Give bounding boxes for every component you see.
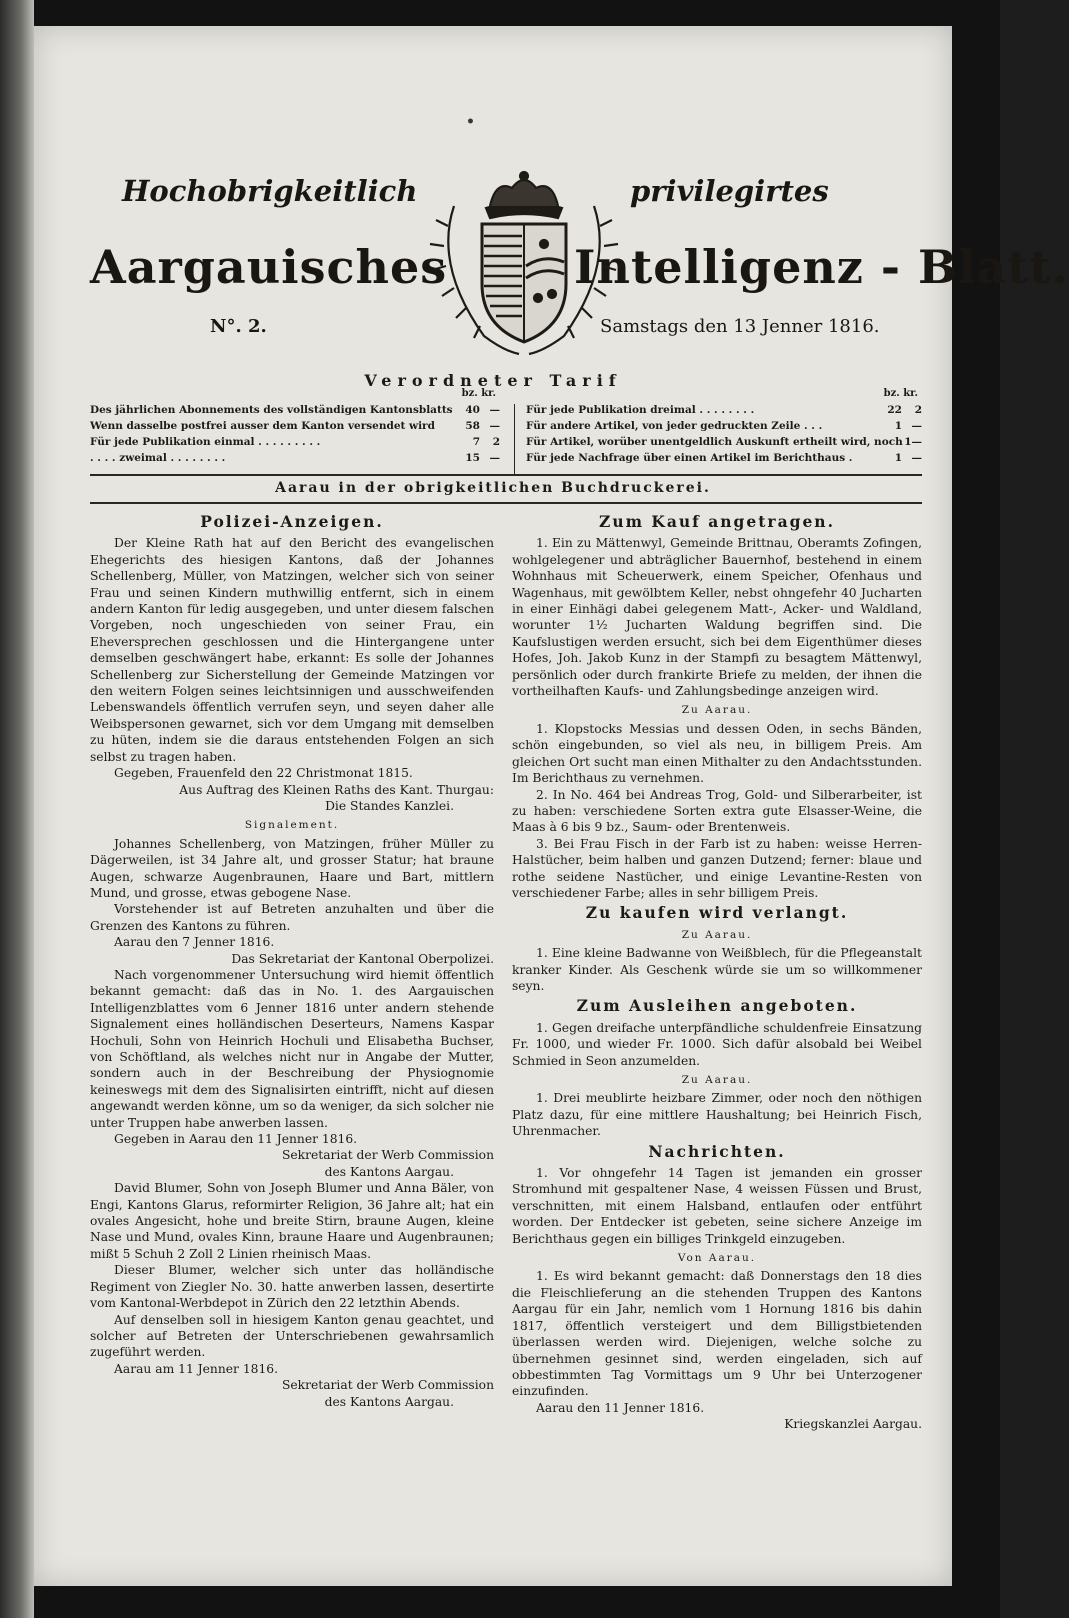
page-mark: • [466, 114, 475, 130]
tarif-row: Des jährlichen Abonnements des vollständigen Kantonsblatts 40 — [90, 404, 500, 416]
notice-text: Vorstehender ist auf Betreten anzuhalten und über die Grenzen des Kantons zu führen. [90, 902, 494, 933]
notice-date: Gegeben in Aarau den 11 Jenner 1816. [114, 1132, 358, 1147]
tarif-divider [514, 404, 515, 474]
printer-line: Aarau in der obrigkeitlichen Buchdruckerei. [275, 480, 711, 496]
notice-signature: Kriegskanzlei Aargau. [784, 1417, 922, 1432]
issue-date: Samstags den 13 Jenner 1816. [600, 316, 880, 337]
issue-number: N°. 2. [210, 316, 267, 337]
notice-signature: Aus Auftrag des Kleinen Raths des Kant. Thurgau: [179, 782, 494, 797]
notice-text: Nach vorgenommener Untersuchung wird hiemit öffentlich bekannt gemacht: daß das in No. 1. des Aargauischen Intelligenzblattes vom 6 Jenner 1816 unter andern stehende Signalement eines holländischen Deserteurs, Namens Kaspar Hochuli, Sohn von Heinrich Hochuli und Elisabetha Buchser, von Schöftland, als welches nicht nur in Angabe der Mutter, sondern auch in der Beschreibung der Physiognomie keineswegs mit dem des Signalisirten eintrifft, nicht auf diesen angewandt werden könne, um so da weniger, da sich solcher nie unter Truppen habe anwerben lassen. [90, 967, 494, 1130]
section-heading: Nachrichten. [648, 1141, 786, 1161]
notice-text: 1. Eine kleine Badwanne von Weißblech, für die Pflegeanstalt kranker Kinder. Als Geschenk würde sie um so willkommener seyn. [512, 946, 922, 993]
tarif-title: Verordneter Tarif [364, 371, 622, 390]
notice-text: 3. Bei Frau Fisch in der Farb ist zu haben: weisse Herren-Halstücher, beim halben und ganzen Dutzend; ferner: blaue und rothe seidene Nastücher, und einige Levantine-Resten von verschiedener Farbe; alles in sehr billigem Preis. [512, 836, 922, 900]
newspaper-page [34, 26, 1069, 1586]
notice-date: Gegeben, Frauenfeld den 22 Christmonat 1815. [114, 766, 413, 781]
section-heading: Zum Ausleihen angeboten. [576, 996, 858, 1016]
masthead-left-title: Aargauisches [90, 240, 448, 294]
masthead-right-line1: privilegirtes [630, 174, 829, 208]
notice-date: Aarau den 11 Jenner 1816. [536, 1400, 705, 1415]
notice-text: 2. In No. 464 bei Andreas Trog, Gold- und Silberarbeiter, ist zu haben: verschiedene Sorten extra gute Elsasser-Weine, die Maas à 6 bis 9 bz., Saum- oder Brentenweis. [512, 787, 922, 835]
tarif-row: Für jede Publikation einmal . . . . . . . . . 7 2 [90, 436, 500, 448]
tarif-row: Für andere Artikel, von jeder gedruckten Zeile . . . 1 — [526, 420, 922, 432]
notice-text: 1. Ein zu Mättenwyl, Gemeinde Brittnau, Oberamts Zofingen, wohlgelegener und abträglicher Bauernhof, bestehend in einem Wohnhaus mit Scheuerwerk, einem Speicher, Ofenhaus und Wagenhaus, mit gewölbtem Keller, nebst ohngefehr 40 Jucharten in einer Einhägi dabei gelegenem Matt-, Acker- und Waldland, worunter 1½ Jucharten Waldung begriffen sind. Die Kaufslustigen werden ersucht, sich bei dem Eigenthümer dieses Hofes, Joh. Jakob Kunz in der Stampfi zu besagtem Mättenwyl, persönlich oder durch frankirte Briefe zu melden, der ihnen die vortheilhaften Kaufs- und Zahlungsbedinge anzeigen wird. [512, 536, 922, 699]
section-heading: Polizei-Anzeigen. [200, 512, 384, 531]
notice-text: 1. Drei meublirte heizbare Zimmer, oder noch den nöthigen Platz dazu, für eine mittlere Haushaltung; bei Heinrich Fisch, Uhrenmacher. [512, 1091, 922, 1139]
rule-top [90, 474, 922, 476]
notice-signature: des Kantons Aargau. [324, 1164, 454, 1179]
sub-heading: Zu Aarau. [681, 1074, 753, 1086]
sub-heading: Zu Aarau. [681, 704, 753, 717]
tarif-row: Für Artikel, worüber unentgeldlich Auskunft ertheilt wird, noch 1 — [526, 436, 922, 448]
notice-date: Aarau den 7 Jenner 1816. [114, 935, 275, 950]
sub-heading: Signalement. [244, 819, 340, 832]
notice-text: 1. Vor ohngefehr 14 Tagen ist jemanden ein grosser Stromhund mit gespaltener Nase, 4 weissen Füssen und Brust, verschnitten, mit einem Halsband, entlaufen oder entführt worden. Der Entdecker ist gebeten, seine sichere Anzeige im Berichthaus gegen ein billiges Trinkgeld einzugeben. [512, 1166, 922, 1246]
rule-bottom [90, 502, 922, 504]
masthead-right-title: Intelligenz - Blatt. [574, 240, 1069, 294]
tarif-unit-header: bz. kr. [461, 388, 496, 399]
notice-date: Aarau am 11 Jenner 1816. [114, 1361, 279, 1376]
masthead-left-line1: Hochobrigkeitlich [122, 174, 418, 208]
notice-text: David Blumer, Sohn von Joseph Blumer und Anna Bäler, von Engi, Kantons Glarus, reformirter Religion, 36 Jahre alt; hat ein ovales Angesicht, hohe und breite Stirn, braune Augen, kleine Nase und Mund, ovales Kinn, braune Haare und Augenbraunen; mißt 5 Schuh 2 Zoll 2 Linien rheinisch Maas. [90, 1181, 494, 1261]
tarif-row: Wenn dasselbe postfrei ausser dem Kanton versendet wird 58 — [90, 420, 500, 432]
section-heading: Zum Kauf angetragen. [599, 512, 835, 531]
notice-signature: des Kantons Aargau. [324, 1394, 454, 1409]
sub-heading: Von Aarau. [677, 1252, 757, 1265]
notice-signature: Die Standes Kanzlei. [325, 798, 454, 813]
tarif-row: Für jede Publikation dreimal . . . . . . . . 22 2 [526, 404, 922, 416]
sub-heading: Zu Aarau. [681, 928, 753, 941]
tarif-row: . . . . zweimal . . . . . . . . 15 — [90, 452, 500, 464]
notice-text: 1. Klopstocks Messias und dessen Oden, in sechs Bänden, schön eingebunden, so viel als neu, in billigem Preis. Am gleichen Ort sucht man einen Mithalter zu den Andachtsstunden. Im Berichthaus zu vernehmen. [512, 721, 922, 786]
notice-text: Auf denselben soll in hiesigem Kanton genau geachtet, und solcher auf Betreten der Unterschriebenen gewahrsamlich zugeführt werden. [90, 1312, 494, 1360]
notice-text: 1. Es wird bekannt gemacht: daß Donnerstags den 18 dies die Fleischlieferung an die stehenden Truppen des Kantons Aargau für ein Jahr, nemlich vom 1 Hornung 1816 bis dahin 1817, öffentlich versteigert und dem Billigstbietenden überlassen werden wird. Diejenigen, welche solche zu übernehmen gesinnet sind, werden eingeladen, sich auf obbestimmten Tag Vormittags um 9 Uhr bei Unterzogener einzufinden. [512, 1269, 922, 1399]
notice-signature: Das Sekretariat der Kantonal Oberpolizei. [231, 951, 494, 966]
coat-of-arms-icon [424, 166, 624, 361]
notice-text: 1. Gegen dreifache unterpfändliche schuldenfreie Einsatzung Fr. 1000, und wieder Fr. 1000. Sich dafür alsobald bei Weibel Schmied in Seon anzumelden. [512, 1020, 922, 1068]
tarif-right-table [526, 386, 922, 466]
notice-text: Johannes Schellenberg, von Matzingen, früher Müller zu Dägerweilen, ist 34 Jahre alt, und grosser Statur; hat braune Augen, schwarze Augenbraunen, Haare und Bart, mittlern Mund, und grosse, etwas gebogene Nase. [90, 836, 494, 900]
notice-signature: Sekretariat der Werb Commission [281, 1378, 494, 1393]
notice-text: Der Kleine Rath hat auf den Bericht des evangelischen Ehegerichts des hiesigen Kantons, daß der Johannes Schellenberg, Müller, von Matzingen, welcher sich von seiner Frau und seinen Kindern muthwillig entfernt, sich in einem andern Kanton für ledig ausgegeben, und unter diesem falschen Vorgeben, noch ungeschieden von seiner Frau, ein Eheversprechen geschlossen und die Hintergangene unter demselben geschwängert habe, erkannt: Es solle der Johannes Schellenberg zur Sicherstellung der Gemeinde Matzingen vor den weitern Folgen seines leichtsinnigen und ausschweifenden Lebenswandels öffentlich verrufen seyn, und seyen daher alle Weibspersonen gewarnet, sich vor dem Umgang mit demselben zu hüten, indem sie die daraus entstehenden Folgen an sich selbst zu tragen haben. [90, 536, 494, 764]
notice-text: Dieser Blumer, welcher sich unter das holländische Regiment von Ziegler No. 30. hatte anwerben lassen, desertirte vom Kantonal-Werbdepot in Zürich den 22 letzthin Abends. [90, 1263, 494, 1311]
notice-signature: Sekretariat der Werb Commission [281, 1148, 494, 1163]
tarif-row: Für jede Nachfrage über einen Artikel im Berichthaus . 1 — [526, 452, 922, 464]
left-column [90, 510, 494, 1410]
right-column [512, 510, 922, 1433]
tarif-unit-header: bz. kr. [883, 388, 918, 399]
section-heading: Zu kaufen wird verlangt. [585, 903, 849, 923]
page-binding-edge [0, 0, 34, 1618]
tarif-left-table [90, 386, 500, 466]
